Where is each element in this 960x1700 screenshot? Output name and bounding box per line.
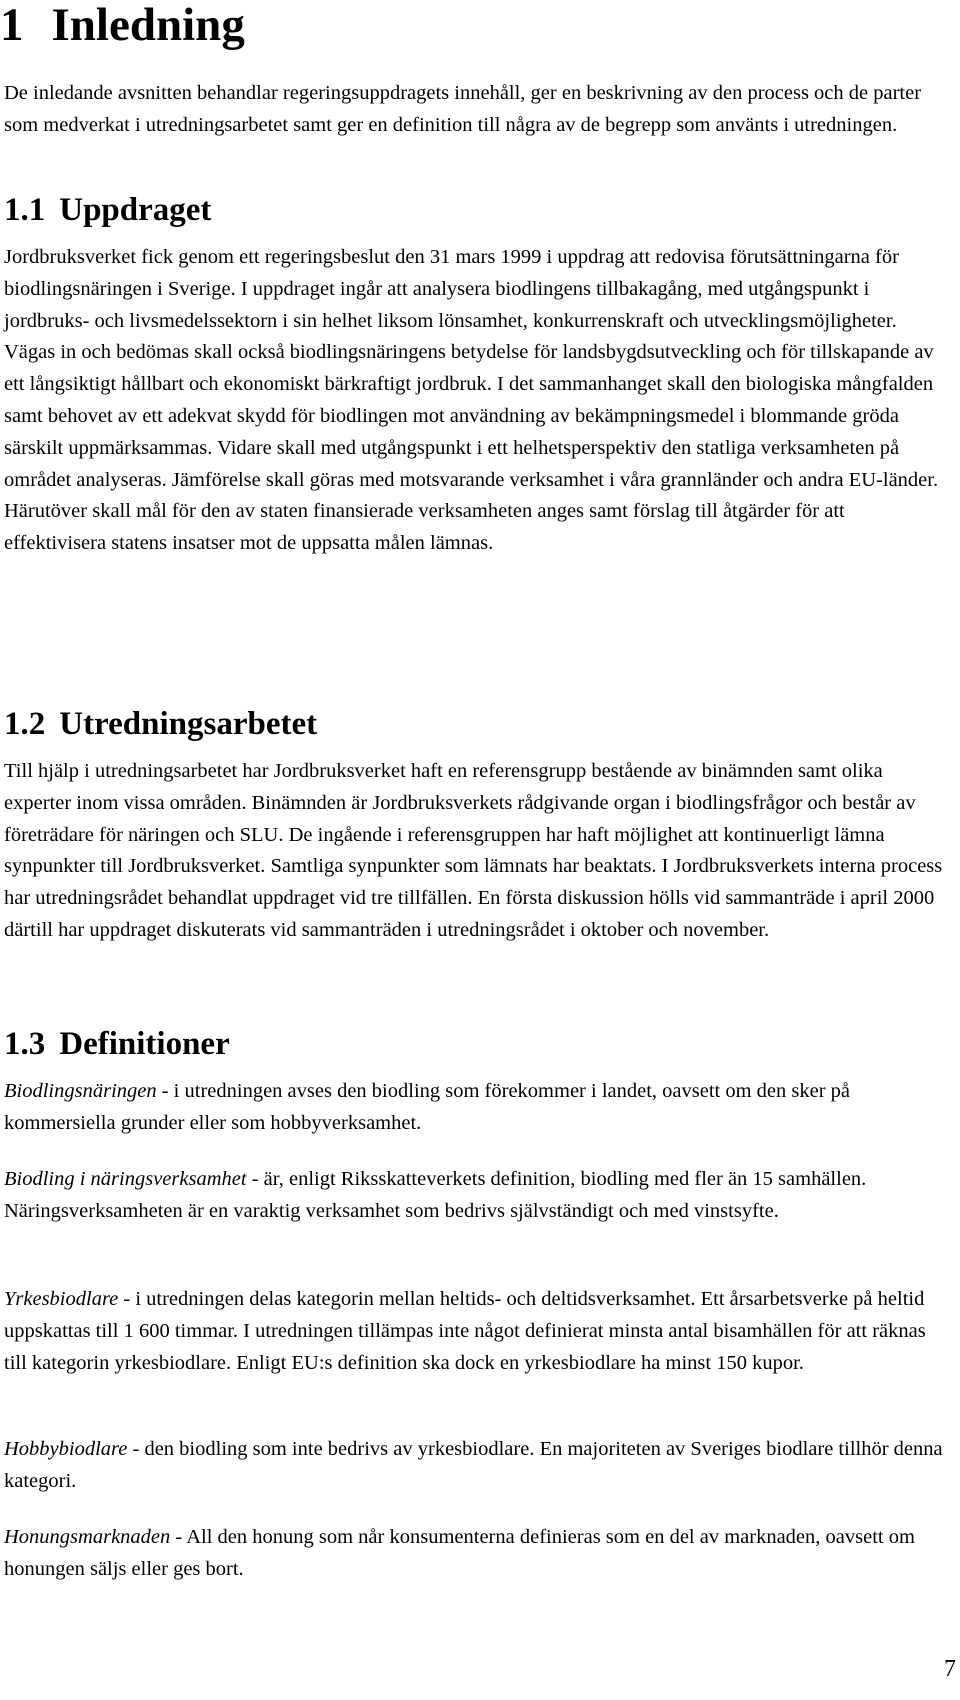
definition-text: - i utredningen delas kategorin mellan heltids- och deltidsverksamhet. Ett årsarbetsverke på heltid uppskattas till 1 600 timmar. I utredningen tillämpas inte något definierat minsta antal bisamhällen för att räknas till kategorin yrkesbiodlare. Enligt EU:s definition ska dock en yrkesbiodlare ha minst 150 kupor. [4,1288,926,1374]
definition-term: Hobbybiodlare [4,1438,128,1460]
definition-text: - i utredningen avses den biodling som förekommer i landet, oavsett om den sker på kommersiella grunder eller som hobbyverksamhet. [4,1080,851,1134]
chapter-title: Inledning [51,0,245,51]
section-title: Uppdraget [59,192,212,228]
definition-honungsmarknaden [4,1522,948,1586]
uppdraget-paragraph: Jordbruksverket fick genom ett regeringsbeslut den 31 mars 1999 i uppdrag att redovisa förutsättningarna för biodlingsnäringen i Sverige. I uppdraget ingår att analysera biodlingens tillbakagång, med utgångspunkt i jordbruks- och livsmedelssektorn i sin helhet liksom lönsamhet, konkurrenskraft och utvecklingsmöjligheter. Vägas in och bedömas skall också biodlingsnäringens betydelse för landsbygdsutveckling och för tillskapande av ett långsiktigt hållbart och ekonomiskt bärkraftigt jordbruk. I det sammanhanget skall den biologiska mångfalden samt behovet av ett adekvat skydd för biodlingen mot användning av bekämpningsmedel i blommande gröda särskilt uppmärksammas. Vidare skall med utgångspunkt i ett helhetsperspektiv den statliga verksamheten på området analyseras. Jämförelse skall göras med motsvarande verksamhet i våra grannländer och andra EU-länder. Härutöver skall mål för den av staten finansierade verksamheten anges samt förslag till åtgärder för att effektivisera statens insatser mot de uppsatta målen lämnas. [4,246,939,555]
definition-term: Honungsmarknaden [4,1526,171,1548]
section-number: 1.2 [4,706,46,742]
definition-term: Yrkesbiodlare [4,1288,119,1310]
page-number: 7 [944,1656,956,1682]
section-number: 1.3 [4,1026,46,1062]
section-title: Definitioner [59,1026,230,1062]
chapter-number: 1 [0,0,24,51]
definition-yrkesbiodlare [4,1284,948,1379]
chapter-heading [0,2,245,49]
definition-hobbybiodlare [4,1434,948,1498]
definition-biodlingsnaringen [4,1076,948,1140]
section-heading-uppdraget [4,194,211,227]
definition-term: Biodling i näringsverksamhet [4,1168,247,1190]
definition-term: Biodlingsnäringen [4,1080,157,1102]
definition-text: - den biodling som inte bedrivs av yrkesbiodlare. En majoriteten av Sveriges biodlare tillhör denna kategori. [4,1438,943,1492]
section-title: Utredningsarbetet [59,706,318,742]
section-heading-definitioner [4,1028,230,1061]
utredningsarbetet-paragraph: Till hjälp i utredningsarbetet har Jordbruksverket haft en referensgrupp bestående av binämnden samt olika experter inom vissa områden. Binämnden är Jordbruksverkets rådgivande organ i biodlingsfrågor och består av företrädare för näringen och SLU. De ingående i referensgruppen har haft möjlighet att kontinuerligt lämna synpunkter till Jordbruksverket. Samtliga synpunkter som lämnats har beaktats. I Jordbruksverkets interna process har utredningsrådet behandlat uppdraget vid tre tillfällen. En första diskussion hölls vid sammanträde i april 2000 därtill har uppdraget diskuterats vid sammanträden i utredningsrådet i oktober och november. [4,760,943,941]
intro-paragraph: De inledande avsnitten behandlar regeringsuppdragets innehåll, ger en beskrivning av den process och de parter som medverkat i utredningsarbetet samt ger en definition till några av de begrepp som använts i utredningen. [4,82,922,136]
definition-text: - är, enligt Riksskatteverkets definition, biodling med fler än 15 samhällen. Näringsverksamheten är en varaktig verksamhet som bedrivs självständigt och med vinstsyfte. [4,1168,867,1222]
section-heading-utredningsarbetet [4,708,317,741]
definition-text: - All den honung som når konsumenterna definieras som en del av marknaden, oavsett om honungen säljs eller ges bort. [4,1526,915,1580]
definition-biodling-naringsverksamhet [4,1164,948,1228]
section-number: 1.1 [4,192,46,228]
